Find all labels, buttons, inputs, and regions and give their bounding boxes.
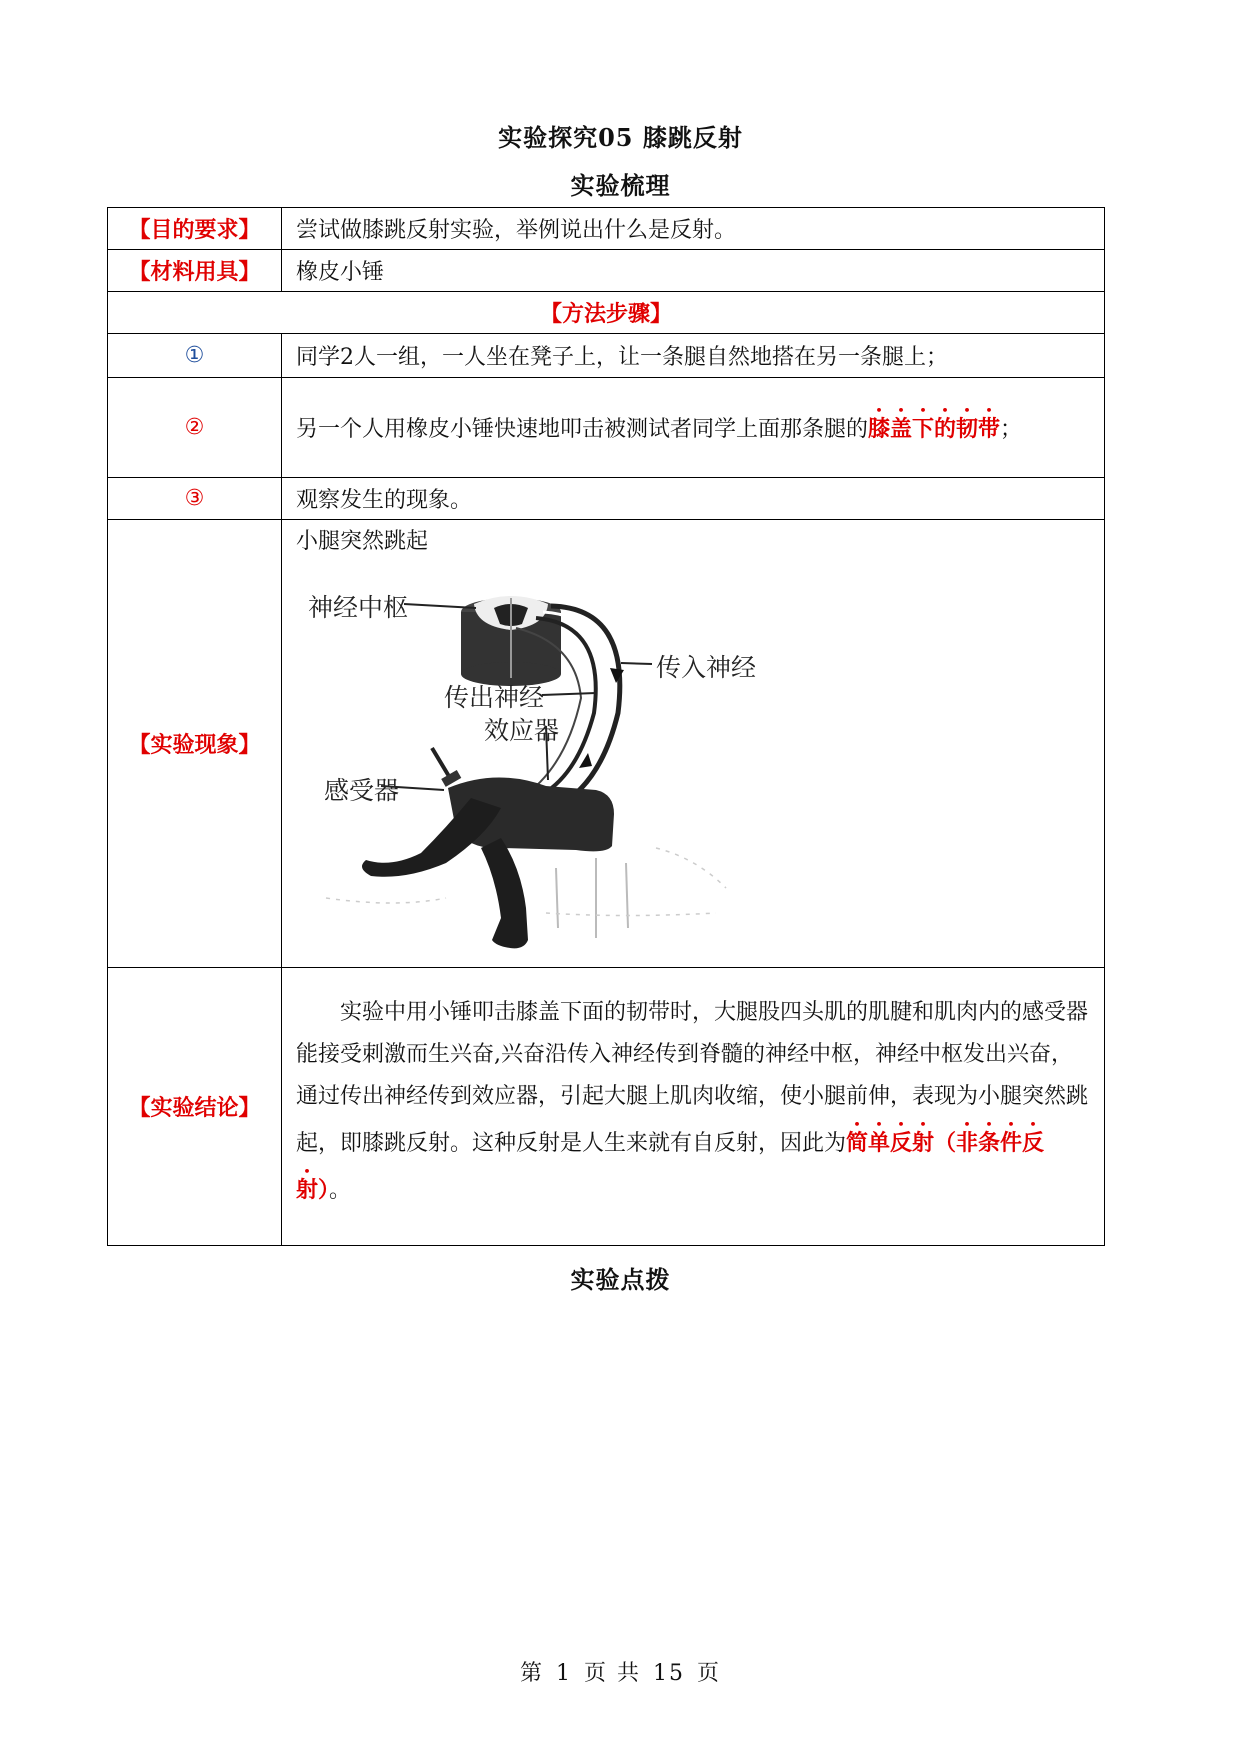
footer-mid: 页 共 xyxy=(584,1661,641,1686)
row-step-1 xyxy=(108,334,1105,378)
row-conclusion xyxy=(108,968,1105,1246)
method-header: 【方法步骤】 xyxy=(108,292,1105,334)
purpose-label: 【目的要求】 xyxy=(108,208,282,250)
phenomenon-label: 【实验现象】 xyxy=(108,520,282,968)
step-3-number: ③ xyxy=(108,478,282,520)
phenomenon-text: 小腿突然跳起 xyxy=(296,529,429,554)
experiment-table xyxy=(107,207,1105,1246)
materials-text: 橡皮小锤 xyxy=(282,250,1105,292)
step-3-text: 观察发生的现象。 xyxy=(282,478,1105,520)
row-phenomenon xyxy=(108,520,1105,968)
section-title-sorting: 实验梳理 xyxy=(570,171,671,200)
row-materials xyxy=(108,250,1105,292)
phenomenon-cell xyxy=(282,520,1105,968)
conclusion-cell xyxy=(282,968,1105,1246)
step-2-paragraph xyxy=(296,404,1090,451)
label-effector: 效应器 xyxy=(484,716,560,745)
label-receptor: 感受器 xyxy=(324,776,400,805)
section-title-tips: 实验点拨 xyxy=(570,1265,671,1294)
label-efferent-nerve: 传出神经 xyxy=(444,683,545,712)
label-nerve-center: 神经中枢 xyxy=(308,593,409,622)
conclusion-text: 实验中用小锤叩击膝盖下面的韧带时，大腿股四头肌的肌腱和肌肉内的感受器能接受刺激而生兴奋,兴奋沿传入神经传到脊髓的神经中枢，神经中枢发出兴奋，通过传出神经传到效应器，引起大腿上肌肉收缩，使小腿前伸，表现为小腿突然跳起，即膝跳反射。这种反射是人生来就有自反射，因此为 xyxy=(296,999,1089,1156)
row-step-3 xyxy=(108,478,1105,520)
conclusion-end: 。 xyxy=(329,1177,352,1203)
step-2-end: ； xyxy=(1000,417,1023,442)
document-title: 实验探究05 膝跳反射 xyxy=(498,123,743,152)
conclusion-emphasis: 简单反射（非条件反射） xyxy=(296,1130,1045,1203)
step-1-text: 同学2人一组，一人坐在凳子上，让一条腿自然地搭在另一条腿上； xyxy=(282,334,1105,378)
footer-page-number: 1 xyxy=(556,1661,572,1686)
step-2-number: ② xyxy=(108,378,282,478)
step-1-number: ① xyxy=(108,334,282,378)
reflex-arc-illustration xyxy=(296,568,816,963)
row-method-header xyxy=(108,292,1105,334)
footer-total-pages: 15 xyxy=(653,1661,685,1686)
materials-label: 【材料用具】 xyxy=(108,250,282,292)
label-afferent-nerve: 传入神经 xyxy=(656,653,757,682)
row-step-2 xyxy=(108,378,1105,478)
page-footer xyxy=(0,1656,1241,1687)
step-2-text: 另一个人用橡皮小锤快速地叩击被测试者同学上面那条腿的 xyxy=(296,417,869,442)
conclusion-paragraph xyxy=(296,982,1090,1232)
step-2-cell xyxy=(282,378,1105,478)
footer-prefix: 第 xyxy=(519,1661,544,1686)
step-2-emphasis: 膝盖下的韧带 xyxy=(868,417,1001,442)
conclusion-label: 【实验结论】 xyxy=(108,968,282,1246)
purpose-text: 尝试做膝跳反射实验，举例说出什么是反射。 xyxy=(282,208,1105,250)
row-purpose xyxy=(108,208,1105,250)
footer-suffix: 页 xyxy=(697,1661,722,1686)
knee-reflex-figure xyxy=(296,568,816,963)
